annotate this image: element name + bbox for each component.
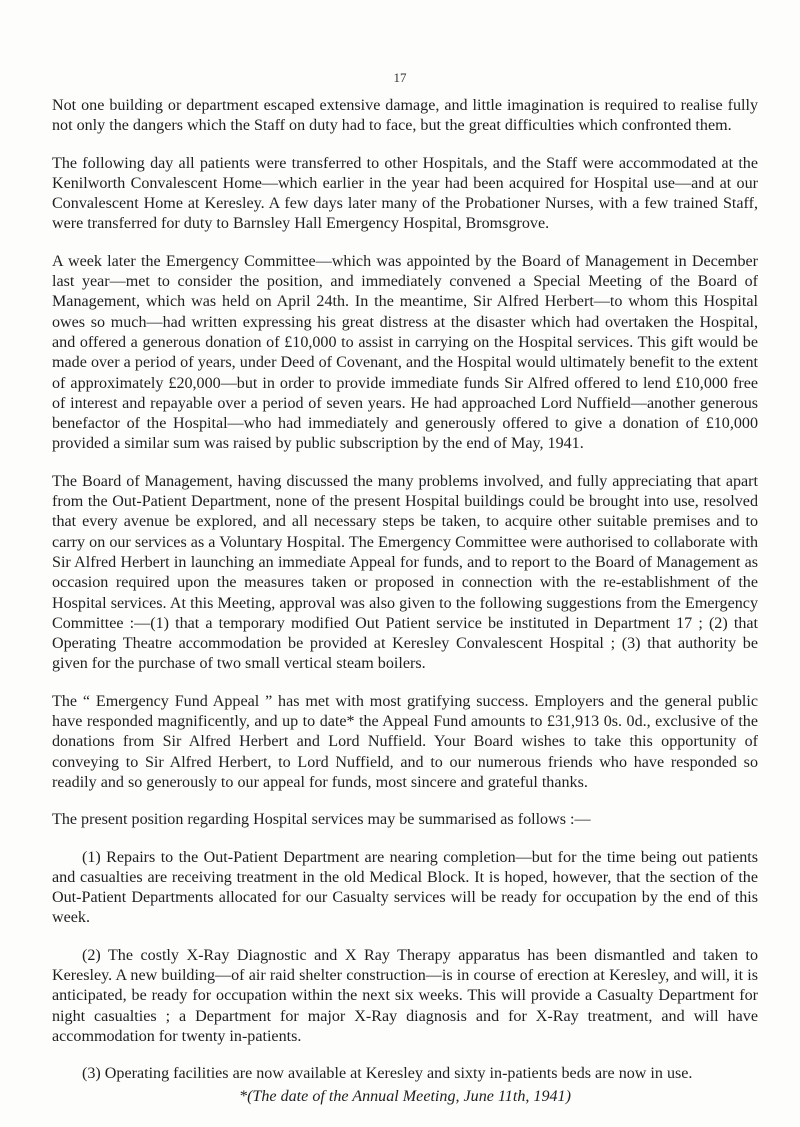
list-item-repairs: (1) Repairs to the Out-Patient Department are nearing completion—but for the time being out patients and casualties are receiving treatment in the old Medical Block. It is hoped, however, that the section of the Out-Patient Departments allocated for our Casualty services will be ready for occupation by the end of this week. (52, 848, 758, 927)
list-item-operating: (3) Operating facilities are now available at Keresley and sixty in-patients beds are now in use. (82, 1065, 693, 1083)
paragraph-board-resolution: The Board of Management, having discussed the many problems involved, and fully appreciating that apart from the Out-Patient Department, none of the present Hospital buildings could be brought into use, resolved that every avenue be explored, and all necessary steps be taken, to acquire other suitable premises and to carry on our services as a Voluntary Hospital. The Emergency Committee were authorised to collaborate with Sir Alfred Herbert in launching an immediate Appeal for funds, and to report to the Board of Management as occasion required upon the measures taken or proposed in connection with the re-establishment of the Hospital services. At this Meeting, approval was also given to the following suggestions from the Emergency Committee :—(1) that a temporary modified Out Patient service be instituted in Department 17 ; (2) that Operating Theatre accommodation be provided at Keresley Convalescent Hospital ; (3) that authority be given for the purchase of two small vertical steam boilers. (52, 472, 758, 673)
document-body (52, 96, 758, 1125)
paragraph-summary-intro: The present position regarding Hospital services may be summarised as follows :— (52, 811, 591, 829)
paragraph-transfer: The following day all patients were transferred to other Hospitals, and the Staff were accommodated at the Kenilworth Convalescent Home—which earlier in the year had been acquired for Hospital use—and at our Convalescent Home at Keresley. A few days later many of the Probationer Nurses, with a few trained Staff, were transferred for duty to Barnsley Hall Emergency Hospital, Bromsgrove. (52, 154, 758, 233)
page-number: 17 (393, 70, 407, 85)
paragraph-emergency-committee: A week later the Emergency Committee—which was appointed by the Board of Management in December last year—met to consider the position, and immediately convened a Special Meeting of the Board of Management, which was held on April 24th. In the meantime, Sir Alfred Herbert—to whom this Hospital owes so much—had written expressing his great distress at the disaster which had overtaken the Hospital, and offered a generous donation of £10,000 to assist in carrying on the Hospital services. This gift would be made over a period of years, under Deed of Covenant, and the Hospital would ultimately benefit to the extent of approximately £20,000—but in order to provide immediate funds Sir Alfred offered to lend £10,000 free of interest and repayable over a period of seven years. He had approached Lord Nuffield—another generous benefactor of the Hospital—who had immediately and generously offered to give a donation of £10,000 provided a similar sum was raised by public subscription by the end of May, 1941. (52, 252, 758, 453)
list-item-xray: (2) The costly X-Ray Diagnostic and X Ray Therapy apparatus has been dismantled and taken to Keresley. A new building—of air raid shelter construction—is in course of erection at Keresley, and will, it is anticipated, be ready for occupation within the next six weeks. This will provide a Casualty Department for night casualties ; a Department for major X-Ray diagnosis and for X-Ray treatment, and will have accommodation for twenty in-patients. (52, 946, 758, 1045)
paragraph-appeal-fund: The “ Emergency Fund Appeal ” has met with most gratifying success. Employers and the general public have responded magnificently, and up to date* the Appeal Fund amounts to £31,913 0s. 0d., exclusive of the donations from Sir Alfred Herbert and Lord Nuffield. Your Board wishes to take this opportunity of conveying to Sir Alfred Herbert, to Lord Nuffield, and to our numerous friends who have responded so readily and so generously to our appeal for funds, most sincere and grateful thanks. (52, 692, 758, 791)
paragraph-damage: Not one building or department escaped extensive damage, and little imagination is required to realise fully not only the dangers which the Staff on duty had to face, but the great difficulties which confronted them. (52, 97, 758, 135)
footnote: *(The date of the Annual Meeting, June 11th, 1941) (239, 1088, 571, 1106)
